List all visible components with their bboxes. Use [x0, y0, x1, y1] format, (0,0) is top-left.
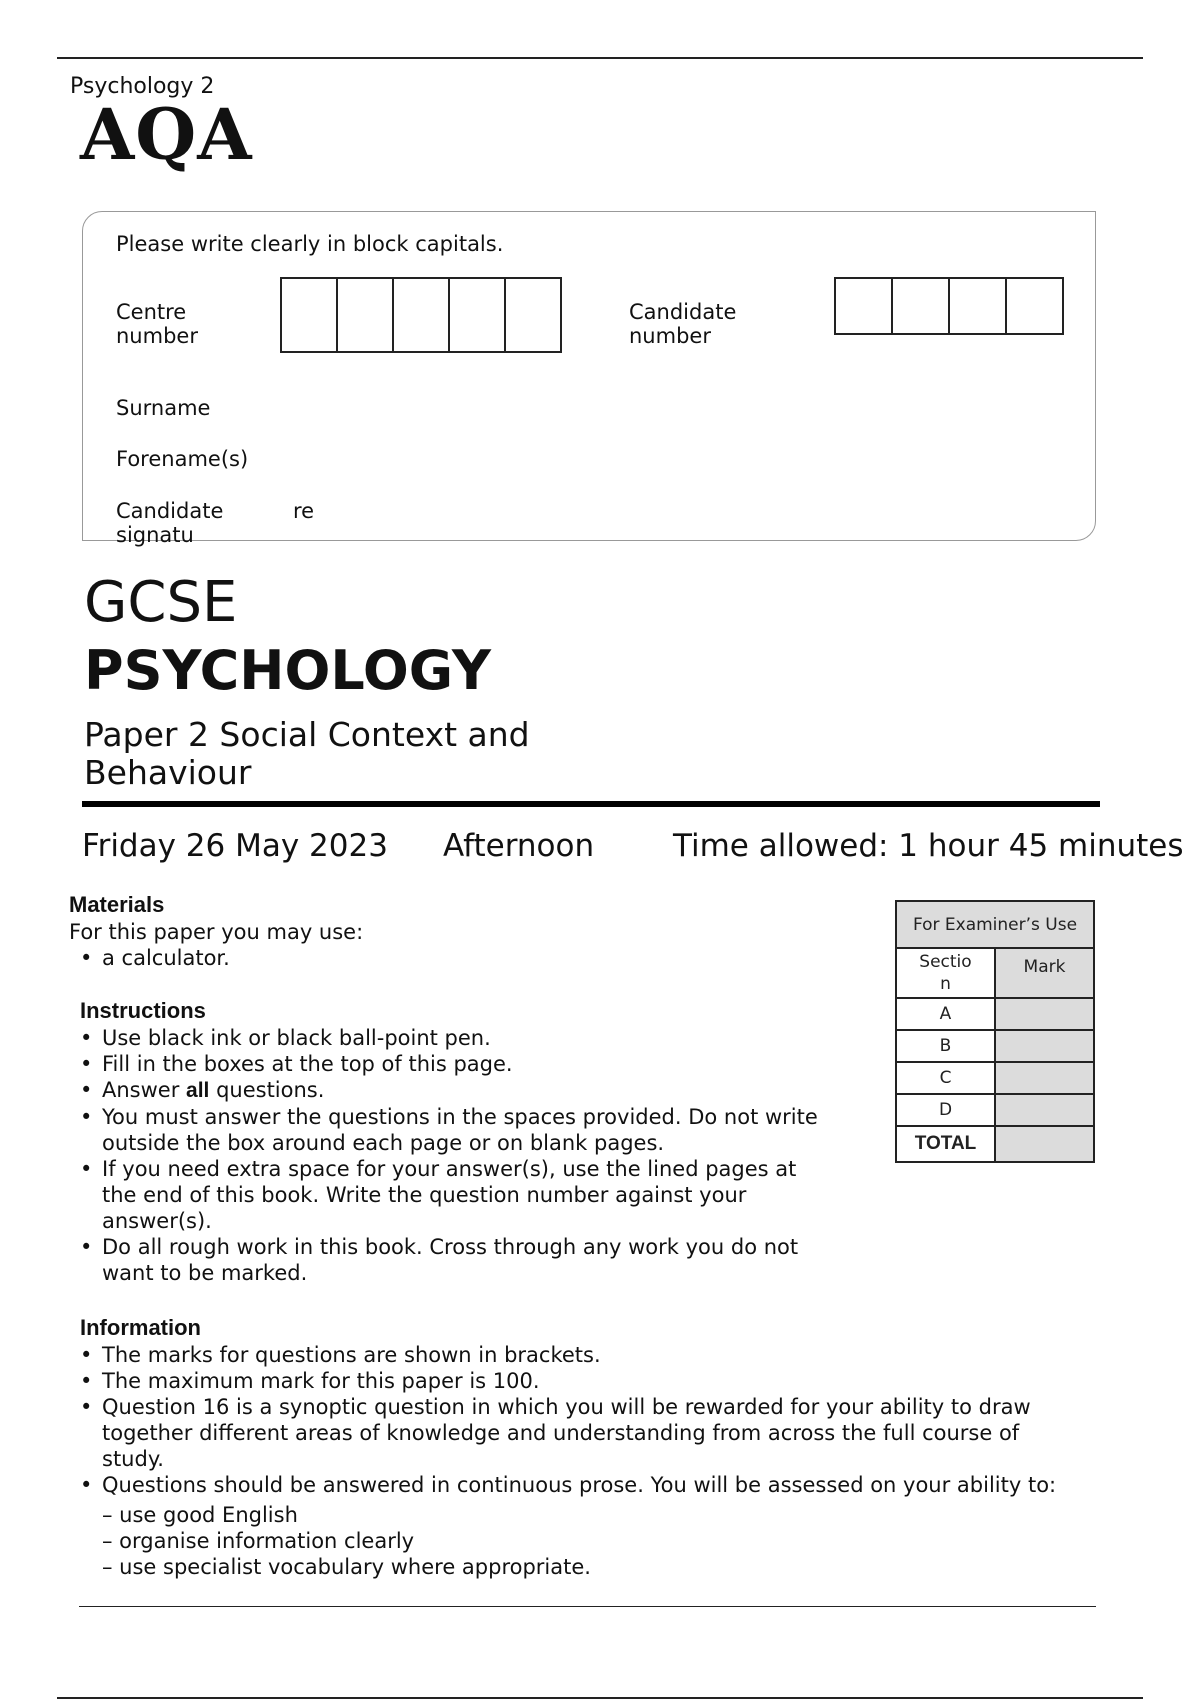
bottom-rule — [79, 1606, 1096, 1607]
information-subitem: – use good English — [102, 1503, 298, 1527]
form-instruction: Please write clearly in block capitals. — [116, 232, 504, 256]
mark-cell — [995, 998, 1094, 1030]
materials-intro: For this paper you may use: — [69, 920, 364, 944]
subject-title: PSYCHOLOGY — [84, 639, 492, 702]
information-subitem: – use specialist vocabulary where appropriate. — [102, 1555, 591, 1579]
total-row-label: TOTAL — [896, 1126, 995, 1162]
instruction-item: • Fill in the boxes at the top of this page. — [80, 1051, 855, 1077]
section-header-text: Section — [919, 952, 972, 994]
instruction-item: • You must answer the questions in the spaces provided. Do not write outside the box around each page or on blank pages. — [80, 1104, 822, 1156]
mark-cell — [995, 1062, 1094, 1094]
centre-digit-box[interactable] — [504, 277, 562, 353]
instructions-heading: Instructions — [80, 998, 206, 1023]
information-item: • Questions should be answered in continuous prose. You will be assessed on your ability to: — [80, 1472, 1120, 1498]
exam-session: Afternoon — [443, 828, 595, 864]
examiner-use-table — [895, 900, 1095, 1163]
information-subitem: – organise information clearly — [102, 1529, 415, 1553]
candidate-details-box — [82, 211, 1096, 541]
information-list — [80, 1342, 1120, 1498]
section-row-label: C — [896, 1062, 995, 1094]
section-column-header — [896, 948, 995, 998]
section-row-label: A — [896, 998, 995, 1030]
candidate-number-boxes — [836, 277, 1064, 335]
centre-digit-box[interactable] — [448, 277, 506, 353]
time-allowed: Time allowed: 1 hour 45 minutes — [673, 828, 1184, 864]
information-item: • The marks for questions are shown in brackets. — [80, 1342, 1120, 1368]
centre-number-label: Centre number — [116, 300, 198, 348]
information-subitems — [80, 1502, 591, 1580]
section-row-label: D — [896, 1094, 995, 1126]
qualification-title: GCSE — [84, 570, 238, 635]
forenames-label: Forename(s) — [116, 447, 249, 471]
instruction-item: • If you need extra space for your answer(s), use the lined pages at the end of this book. Write the question number against your answer(s). — [80, 1156, 822, 1234]
candidate-digit-box[interactable] — [891, 277, 950, 335]
section-row-label: B — [896, 1030, 995, 1062]
instruction-text: Answer — [102, 1078, 187, 1102]
candidate-digit-box[interactable] — [948, 277, 1007, 335]
total-mark-cell — [995, 1126, 1094, 1162]
centre-number-boxes — [282, 277, 562, 353]
instruction-item — [80, 1077, 855, 1104]
centre-digit-box[interactable] — [392, 277, 450, 353]
aqa-logo: AQA — [80, 93, 253, 176]
paper-title: Paper 2 Social Context and Behaviour — [84, 715, 530, 792]
materials-list — [80, 945, 780, 971]
instructions-list — [80, 1025, 855, 1286]
instruction-emphasis: all — [186, 1079, 210, 1102]
instruction-item: • Do all rough work in this book. Cross through any work you do not want to be marked. — [80, 1234, 822, 1286]
page-bottom-rule — [57, 1697, 1143, 1699]
examiner-table-title: For Examiner’s Use — [896, 901, 1094, 948]
instruction-text: questions. — [209, 1078, 325, 1102]
information-item: • The maximum mark for this paper is 100. — [80, 1368, 1120, 1394]
information-heading: Information — [80, 1315, 201, 1340]
paper-label: Psychology 2 — [70, 74, 215, 99]
title-rule — [82, 801, 1100, 807]
signature-label: Candidate signatu — [116, 499, 224, 547]
surname-label: Surname — [116, 396, 211, 420]
mark-cell — [995, 1094, 1094, 1126]
materials-item: • a calculator. — [80, 945, 780, 971]
materials-heading: Materials — [69, 892, 165, 917]
candidate-digit-box[interactable] — [1005, 277, 1064, 335]
mark-column-header: Mark — [995, 948, 1094, 998]
top-rule — [57, 57, 1143, 59]
instruction-item: • Use black ink or black ball-point pen. — [80, 1025, 855, 1051]
signature-label-suffix: re — [293, 499, 315, 523]
centre-digit-box[interactable] — [336, 277, 394, 353]
mark-cell — [995, 1030, 1094, 1062]
information-item: • Question 16 is a synoptic question in which you will be rewarded for your ability to draw together different areas of knowledge and understanding from across the full course of study. — [80, 1394, 1042, 1472]
candidate-number-label: Candidate number — [629, 300, 737, 348]
candidate-digit-box[interactable] — [834, 277, 893, 335]
exam-date: Friday 26 May 2023 — [82, 828, 388, 864]
centre-digit-box[interactable] — [280, 277, 338, 353]
